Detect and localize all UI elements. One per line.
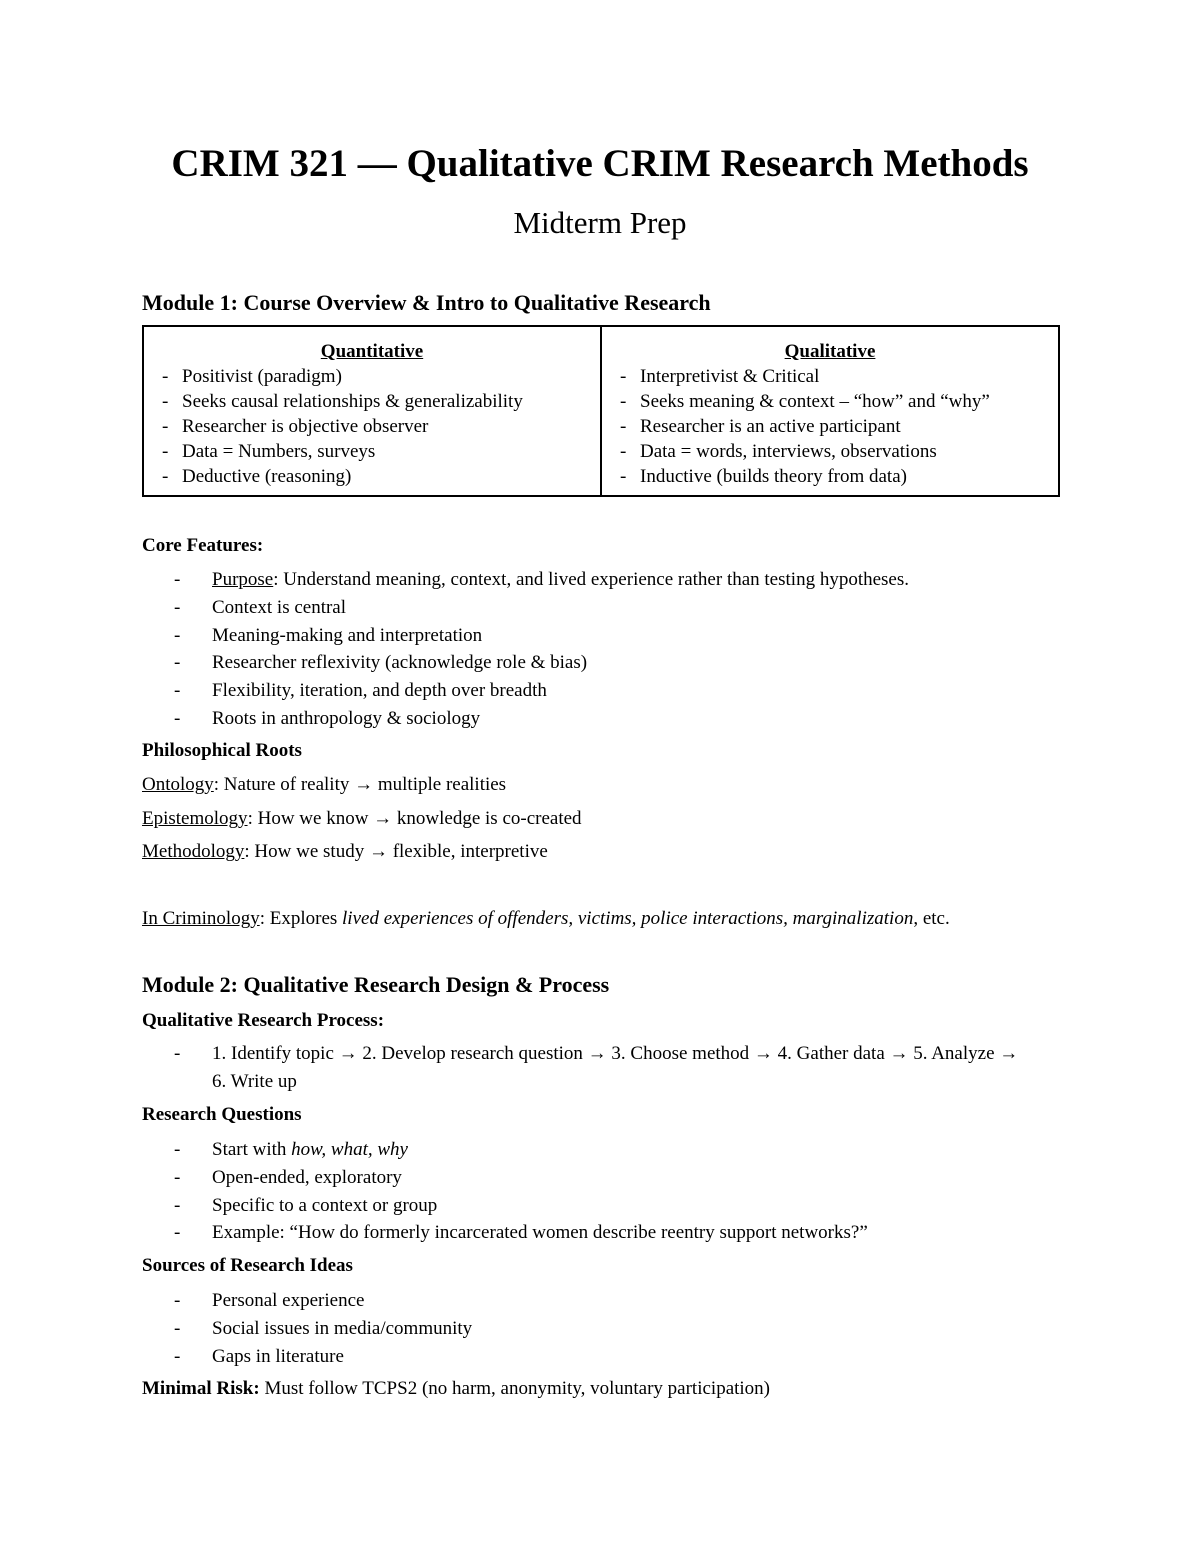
list-item: - Inductive (builds theory from data) (620, 464, 1058, 489)
list-item: - Data = Numbers, surveys (162, 439, 600, 464)
research-questions-heading: Research Questions (142, 1104, 302, 1125)
list-item: - Open-ended, exploratory (174, 1164, 868, 1192)
qualitative-list (620, 364, 1058, 489)
qualitative-heading: Qualitative (784, 341, 876, 362)
criminology-label: In Criminology (142, 908, 260, 929)
list-item: - Positivist (paradigm) (162, 364, 600, 389)
quantitative-column (144, 327, 600, 495)
qualitative-column (600, 327, 1058, 495)
list-item: - Gaps in literature (174, 1343, 472, 1371)
sources-list (174, 1287, 472, 1370)
list-item: - Deductive (reasoning) (162, 464, 600, 489)
list-item: - Interpretivist & Critical (620, 364, 1058, 389)
list-item: - Context is central (174, 594, 909, 622)
purpose-text: : Understand meaning, context, and lived experience rather than testing hypotheses. (273, 569, 910, 590)
core-features-list (174, 566, 909, 733)
list-item: - Researcher is objective observer (162, 414, 600, 439)
ontology-line (142, 772, 506, 798)
methodology-label: Methodology (142, 841, 245, 862)
process-heading: Qualitative Research Process: (142, 1010, 385, 1031)
minimal-risk-text: Must follow TCPS2 (no harm, anonymity, voluntary participation) (259, 1378, 771, 1399)
process-list (174, 1040, 1032, 1096)
quantitative-heading: Quantitative (320, 341, 424, 362)
sources-heading: Sources of Research Ideas (142, 1255, 353, 1276)
minimal-risk-line (142, 1376, 770, 1402)
quantitative-list (162, 364, 600, 489)
philosophical-roots-heading: Philosophical Roots (142, 740, 302, 761)
criminology-text-italic: lived experiences of offenders, victims, police interactions, marginalization (342, 908, 914, 929)
list-item (174, 1136, 868, 1164)
list-item: - 1. Identify topic → 2. Develop research question → 3. Choose method → 4. Gather data → 5. Analyze → 6. Write up (174, 1040, 1032, 1096)
list-item: - Data = words, interviews, observations (620, 439, 1058, 464)
ontology-label: Ontology (142, 774, 214, 795)
list-item: - Flexibility, iteration, and depth over breadth (174, 677, 909, 705)
epistemology-text: : How we know → knowledge is co-created (247, 808, 582, 829)
research-questions-list (174, 1136, 868, 1247)
list-item: - Meaning-making and interpretation (174, 622, 909, 650)
methodology-text: : How we study → flexible, interpretive (244, 841, 548, 862)
start-with-prefix: Start with (212, 1139, 292, 1160)
methodology-line (142, 839, 548, 865)
page-subtitle: Midterm Prep (513, 205, 687, 240)
list-item (174, 566, 909, 594)
ontology-text: : Nature of reality → multiple realities (213, 774, 507, 795)
criminology-text-before: : Explores (259, 908, 343, 929)
list-item: - Researcher is an active participant (620, 414, 1058, 439)
criminology-line (142, 906, 950, 932)
epistemology-line (142, 806, 582, 832)
list-item: - Seeks meaning & context – “how” and “why” (620, 389, 1058, 414)
list-item: - Social issues in media/community (174, 1315, 472, 1343)
list-item: - Specific to a context or group (174, 1192, 868, 1220)
list-item: - Researcher reflexivity (acknowledge role & bias) (174, 649, 909, 677)
criminology-text-after: , etc. (913, 908, 950, 929)
epistemology-label: Epistemology (142, 808, 248, 829)
module-1-heading: Module 1: Course Overview & Intro to Qualitative Research (142, 290, 711, 315)
purpose-label: Purpose (212, 569, 274, 590)
start-with-italic: how, what, why (291, 1139, 408, 1160)
module-2-heading: Module 2: Qualitative Research Design & Process (142, 972, 610, 997)
list-item: - Personal experience (174, 1287, 472, 1315)
core-features-heading: Core Features: (142, 535, 264, 556)
list-item: - Roots in anthropology & sociology (174, 705, 909, 733)
minimal-risk-label: Minimal Risk: (142, 1378, 260, 1399)
comparison-table (142, 325, 1060, 497)
list-item: - Example: “How do formerly incarcerated women describe reentry support networks?” (174, 1219, 868, 1247)
page-title: CRIM 321 — Qualitative CRIM Research Methods (171, 142, 1029, 185)
list-item: - Seeks causal relationships & generalizability (162, 389, 600, 414)
